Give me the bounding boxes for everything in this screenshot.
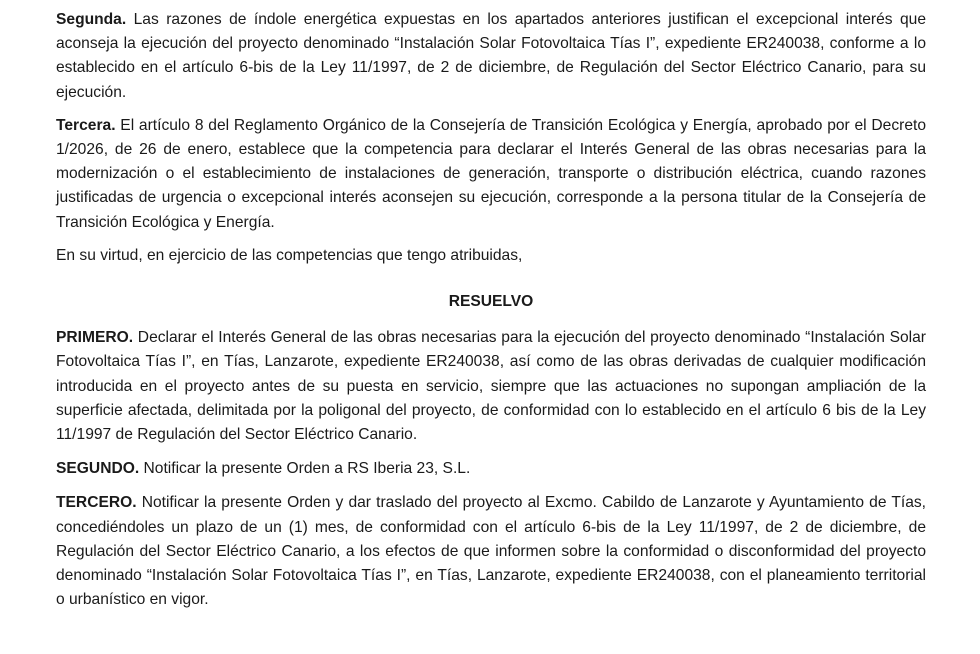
closing-statement: En su virtud, en ejercicio de las competencias que tengo atribuidas, [56, 246, 523, 264]
resolution-text: Declarar el Interés General de las obras necesarias para la ejecución del proyecto denominado “Instalación Solar Fotovoltaica Tías I”, en Tías, Lanzarote, expediente ER240038, así como de las obras derivadas de cualquier modificación introducida en el proyecto antes de su puesta en servicio, siempre que las actuaciones no supongan ampliación de la superficie afectada, delimitada por la poligonal del proyecto, de conformidad con lo establecido en el artículo 6 bis de la Ley 11/1997 de Regulación del Sector Eléctrico Canario. [56, 329, 926, 444]
resolution-segundo [56, 457, 926, 481]
resolution-tercero [56, 491, 926, 612]
resolution-label: PRIMERO. [56, 329, 134, 347]
resolution-text: Notificar la presente Orden a RS Iberia 23, S.L. [139, 460, 471, 478]
consideration-tercera [56, 114, 926, 235]
resolution-primero [56, 326, 926, 447]
consideration-text: Las razones de índole energética expuestas en los apartados anteriores justifican el excepcional interés que aconseja la ejecución del proyecto denominado “Instalación Solar Fotovoltaica Tías I”, expediente ER240038, conforme a lo establecido en el artículo 6-bis de la Ley 11/1997, de 2 de diciembre, de Regulación del Sector Eléctrico Canario, para su ejecución. [56, 11, 926, 101]
consideration-text: El artículo 8 del Reglamento Orgánico de la Consejería de Transición Ecológica y Energía, aprobado por el Decreto 1/2026, de 26 de enero, establece que la competencia para declarar el Interés General de las obras necesarias para la modernización o el establecimiento de instalaciones de generación, transporte o distribución eléctrica, cuando razones justificadas de urgencia o excepcional interés aconsejen su ejecución, corresponde a la persona titular de la Consejería de Transición Ecológica y Energía. [56, 116, 926, 231]
resolution-heading: RESUELVO [448, 293, 534, 311]
consideration-label: Segunda. [56, 11, 127, 28]
consideration-segunda [56, 8, 926, 105]
resolution-label: SEGUNDO. [56, 460, 140, 478]
resolution-label: TERCERO. [56, 494, 137, 512]
resolution-text: Notificar la presente Orden y dar traslado del proyecto al Excmo. Cabildo de Lanzarote y Ayuntamiento de Tías, concediéndoles un plazo de un (1) mes, de conformidad con el artículo 6-bis de la Ley 11/1997, de 2 de diciembre, de Regulación del Sector Eléctrico Canario, a los efectos de que informen sobre la conformidad o disconformidad del proyecto denominado “Instalación Solar Fotovoltaica Tías I”, en Tías, Lanzarote, expediente ER240038, con el planeamiento territorial o urbanístico en vigor. [56, 494, 926, 609]
consideration-label: Tercera. [56, 116, 116, 134]
